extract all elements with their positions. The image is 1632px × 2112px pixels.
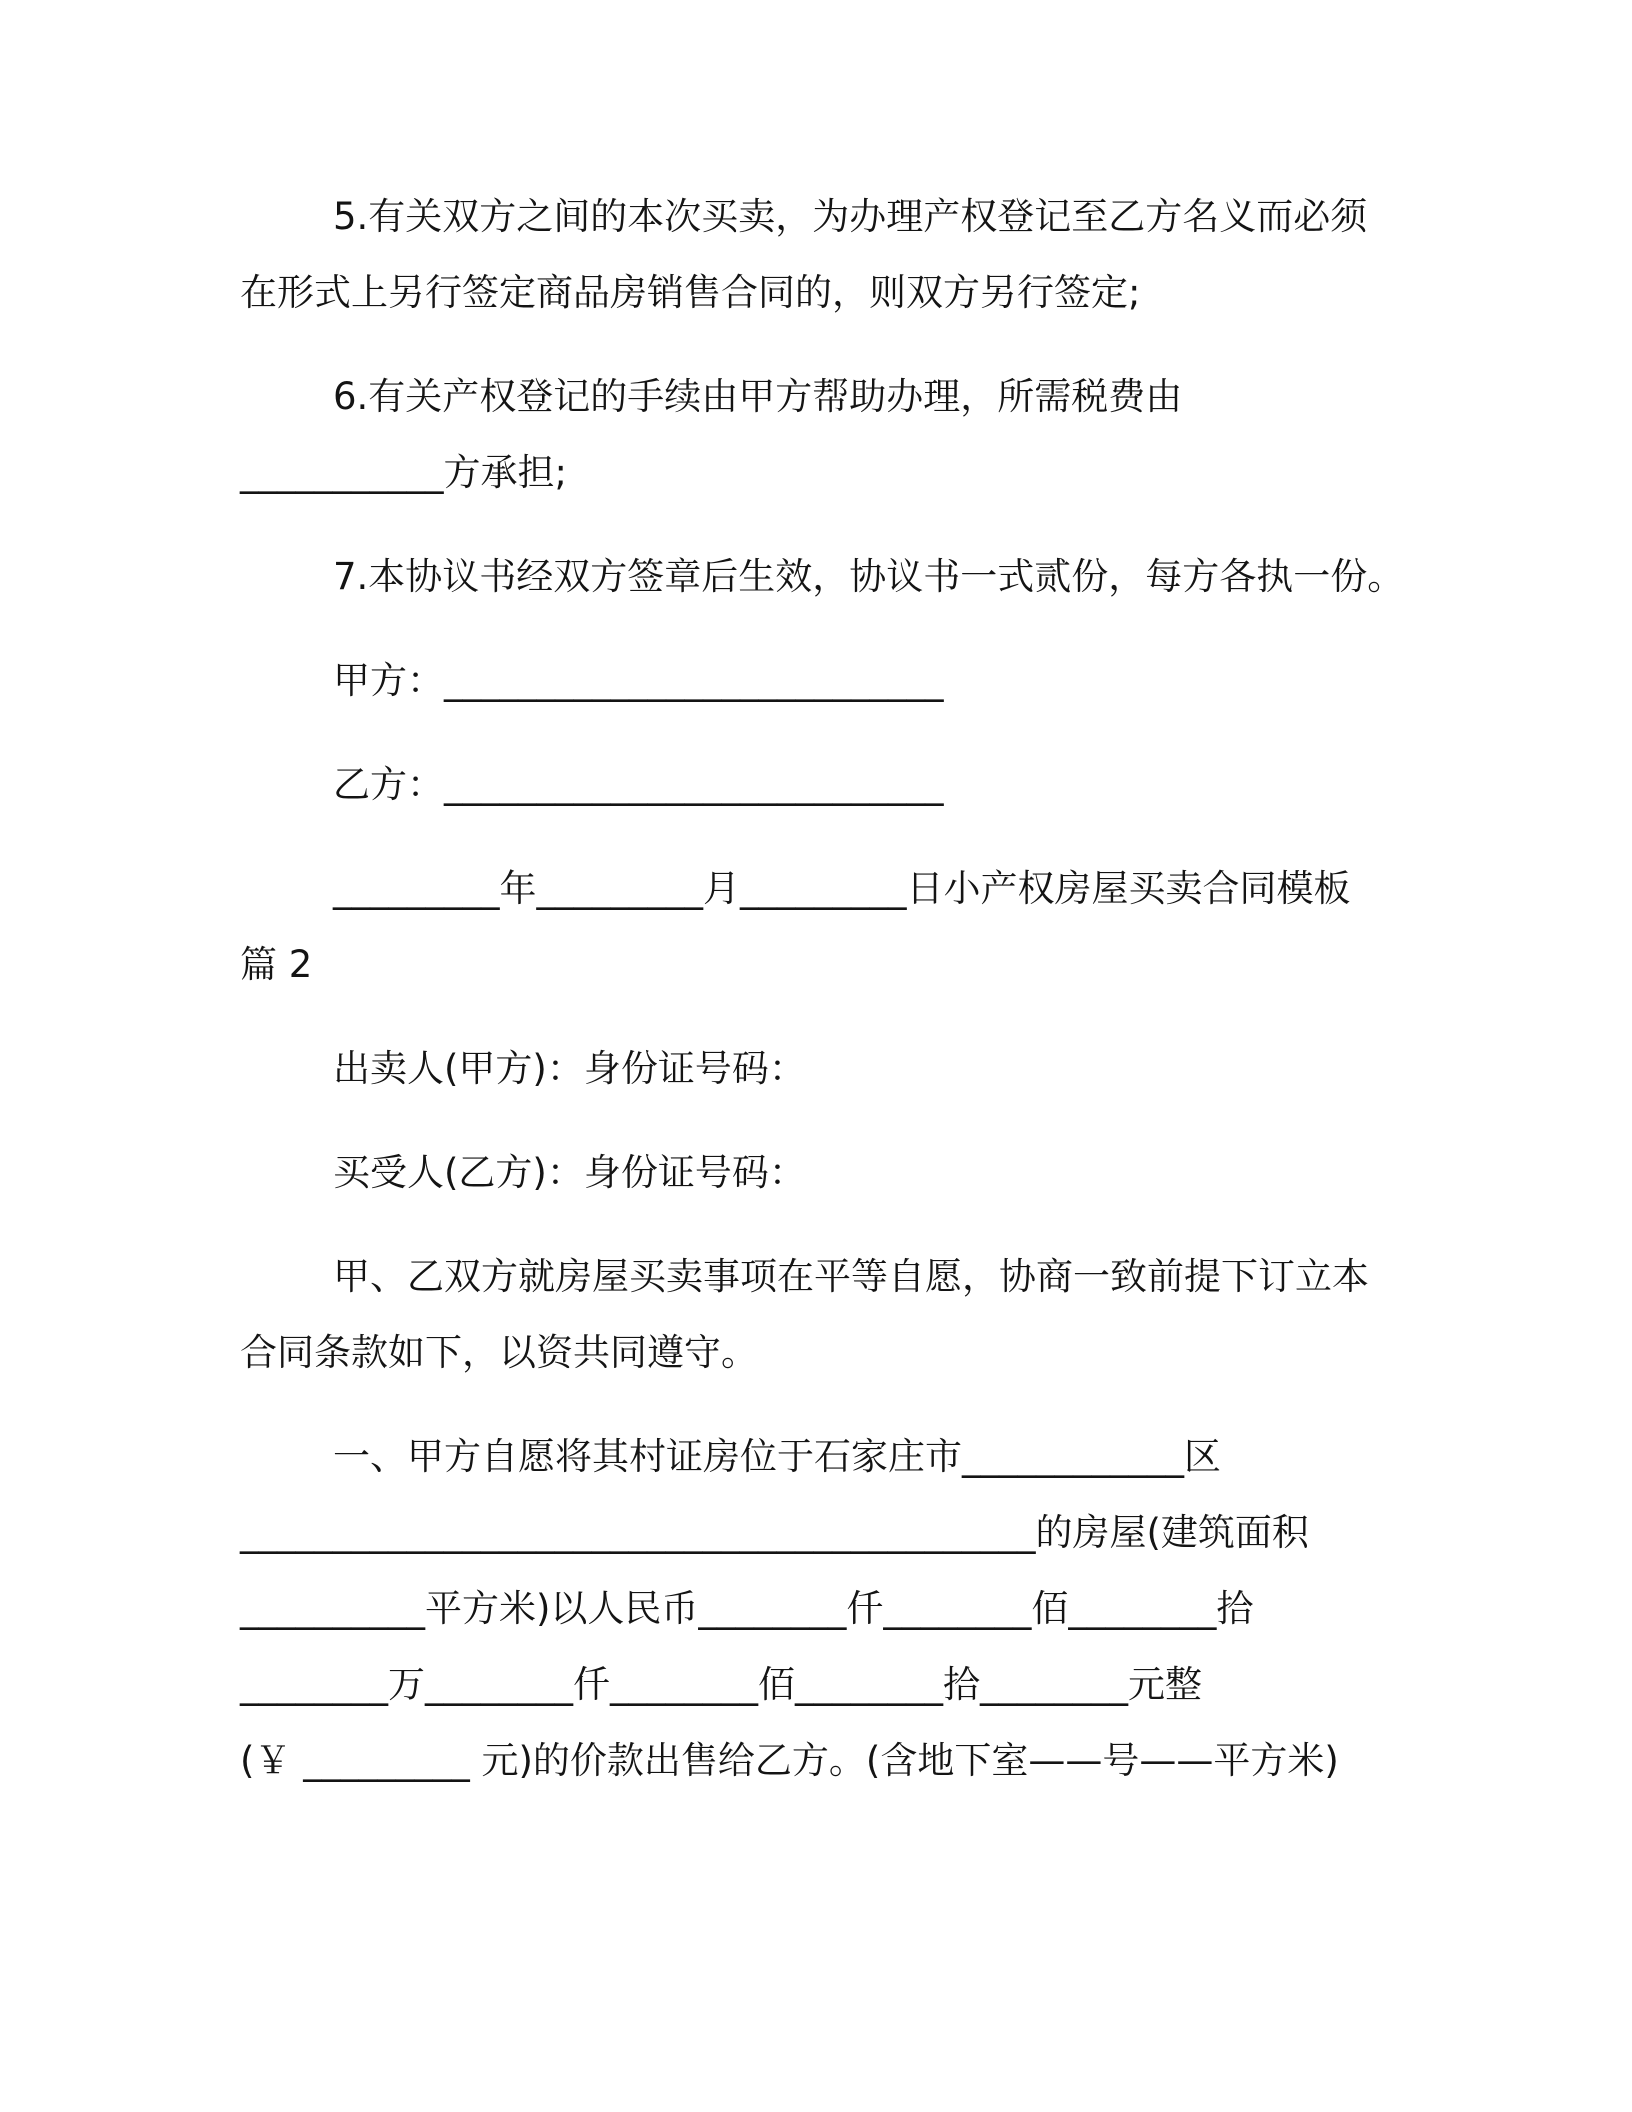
document-page: [240, 179, 1560, 1827]
paragraph-line: __________平方米)以人民币________仟________佰________拾: [240, 1587, 1254, 1630]
paragraph-line: 一、甲方自愿将其村证房位于石家庄市____________区: [333, 1435, 1221, 1478]
signature-party-a: [240, 643, 1560, 719]
article-1: [240, 1419, 1560, 1799]
date-and-heading: [240, 851, 1560, 1003]
buyer-line: 买受人(乙方)：身份证号码：: [333, 1151, 806, 1194]
clause-6: [240, 359, 1560, 511]
paragraph-line: ___________方承担;: [240, 451, 567, 494]
signature-line: 乙方：___________________________: [333, 763, 944, 806]
paragraph-line: ________万________仟________佰________拾________元整: [240, 1663, 1202, 1706]
paragraph-line: 7.本协议书经双方签章后生效，协议书一式贰份，每方各执一份。: [333, 555, 1405, 598]
clause-7: [240, 539, 1560, 615]
paragraph-line: (￥ _________ 元)的价款出售给乙方。(含地下室——号——平方米): [240, 1739, 1339, 1782]
seller-line: 出卖人(甲方)：身份证号码：: [333, 1047, 806, 1090]
preamble: [240, 1239, 1560, 1391]
paragraph-line: 5.有关双方之间的本次买卖，为办理产权登记至乙方名义而必须: [333, 195, 1368, 238]
signature-line: 甲方：___________________________: [333, 659, 944, 702]
signature-party-b: [240, 747, 1560, 823]
clause-5: [240, 179, 1560, 331]
buyer-info: [240, 1135, 1560, 1211]
paragraph-line: 在形式上另行签定商品房销售合同的，则双方另行签定;: [240, 271, 1141, 314]
section-heading: 篇 2: [240, 943, 313, 986]
seller-info: [240, 1031, 1560, 1107]
paragraph-line: 合同条款如下，以资共同遵守。: [240, 1331, 758, 1374]
paragraph-line: 6.有关产权登记的手续由甲方帮助办理，所需税费由: [333, 375, 1183, 418]
paragraph-line: ___________________________________________的房屋(建筑面积: [240, 1511, 1309, 1554]
date-line: _________年_________月_________日小产权房屋买卖合同模板: [333, 867, 1351, 910]
paragraph-line: 甲、乙双方就房屋买卖事项在平等自愿，协商一致前提下订立本: [333, 1255, 1369, 1298]
